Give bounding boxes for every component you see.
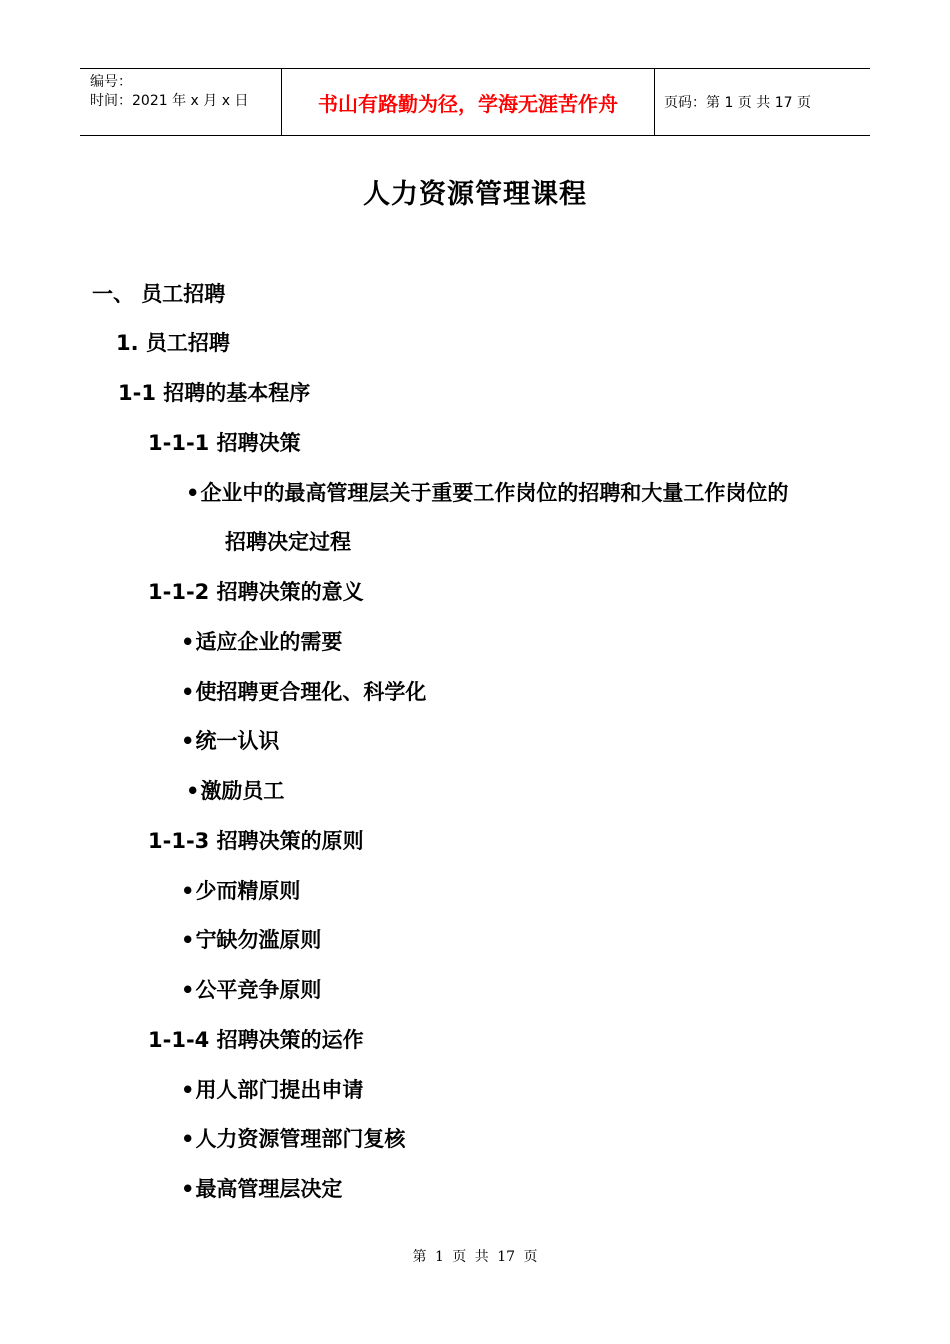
bullet-item-continuation: 招聘决定过程 [225,530,351,554]
header-page-cell [655,69,870,135]
bullet-item: • 企业中的最高管理层关于重要工作岗位的招聘和大量工作岗位的 [186,478,788,508]
document-title: 人力资源管理课程 [363,179,587,210]
header-date-label: 时间：2021 年 x 月 x 日 [90,93,249,109]
page-footer: 第 1 页 共 17 页 [412,1249,538,1265]
bullet-item: • 最高管理层决定 [181,1174,342,1204]
bullet-item: • 统一认识 [181,726,279,756]
subsection-heading: 1. 员工招聘 [116,331,230,355]
header-motto: 书山有路勤为径，学海无涯苦作舟 [318,91,618,116]
header-page-label: 页码：第 1 页 共 17 页 [664,95,811,111]
item-heading-1-1-1: 1-1-1 招聘决策 [148,431,301,455]
item-heading-1-1-4: 1-1-4 招聘决策的运作 [148,1028,364,1052]
bullet-item: • 适应企业的需要 [181,627,342,657]
header-motto-cell [282,69,655,135]
header-meta-cell [80,69,282,135]
bullet-item: • 用人部门提出申请 [181,1075,363,1105]
bullet-item: • 公平竞争原则 [181,975,321,1005]
item-heading-1-1-3: 1-1-3 招聘决策的原则 [148,829,364,853]
subsubsection-heading: 1-1 招聘的基本程序 [118,381,311,405]
bullet-item: • 少而精原则 [181,876,300,906]
bullet-item: • 激励员工 [186,776,284,806]
item-heading-1-1-2: 1-1-2 招聘决策的意义 [148,580,364,604]
bullet-item: • 宁缺勿滥原则 [181,925,321,955]
page-header-table [80,68,870,136]
bullet-item: • 使招聘更合理化、科学化 [181,677,426,707]
section-heading: 一、 员工招聘 [92,282,226,306]
bullet-item: • 人力资源管理部门复核 [181,1124,405,1154]
header-number-label: 编号： [90,74,132,90]
